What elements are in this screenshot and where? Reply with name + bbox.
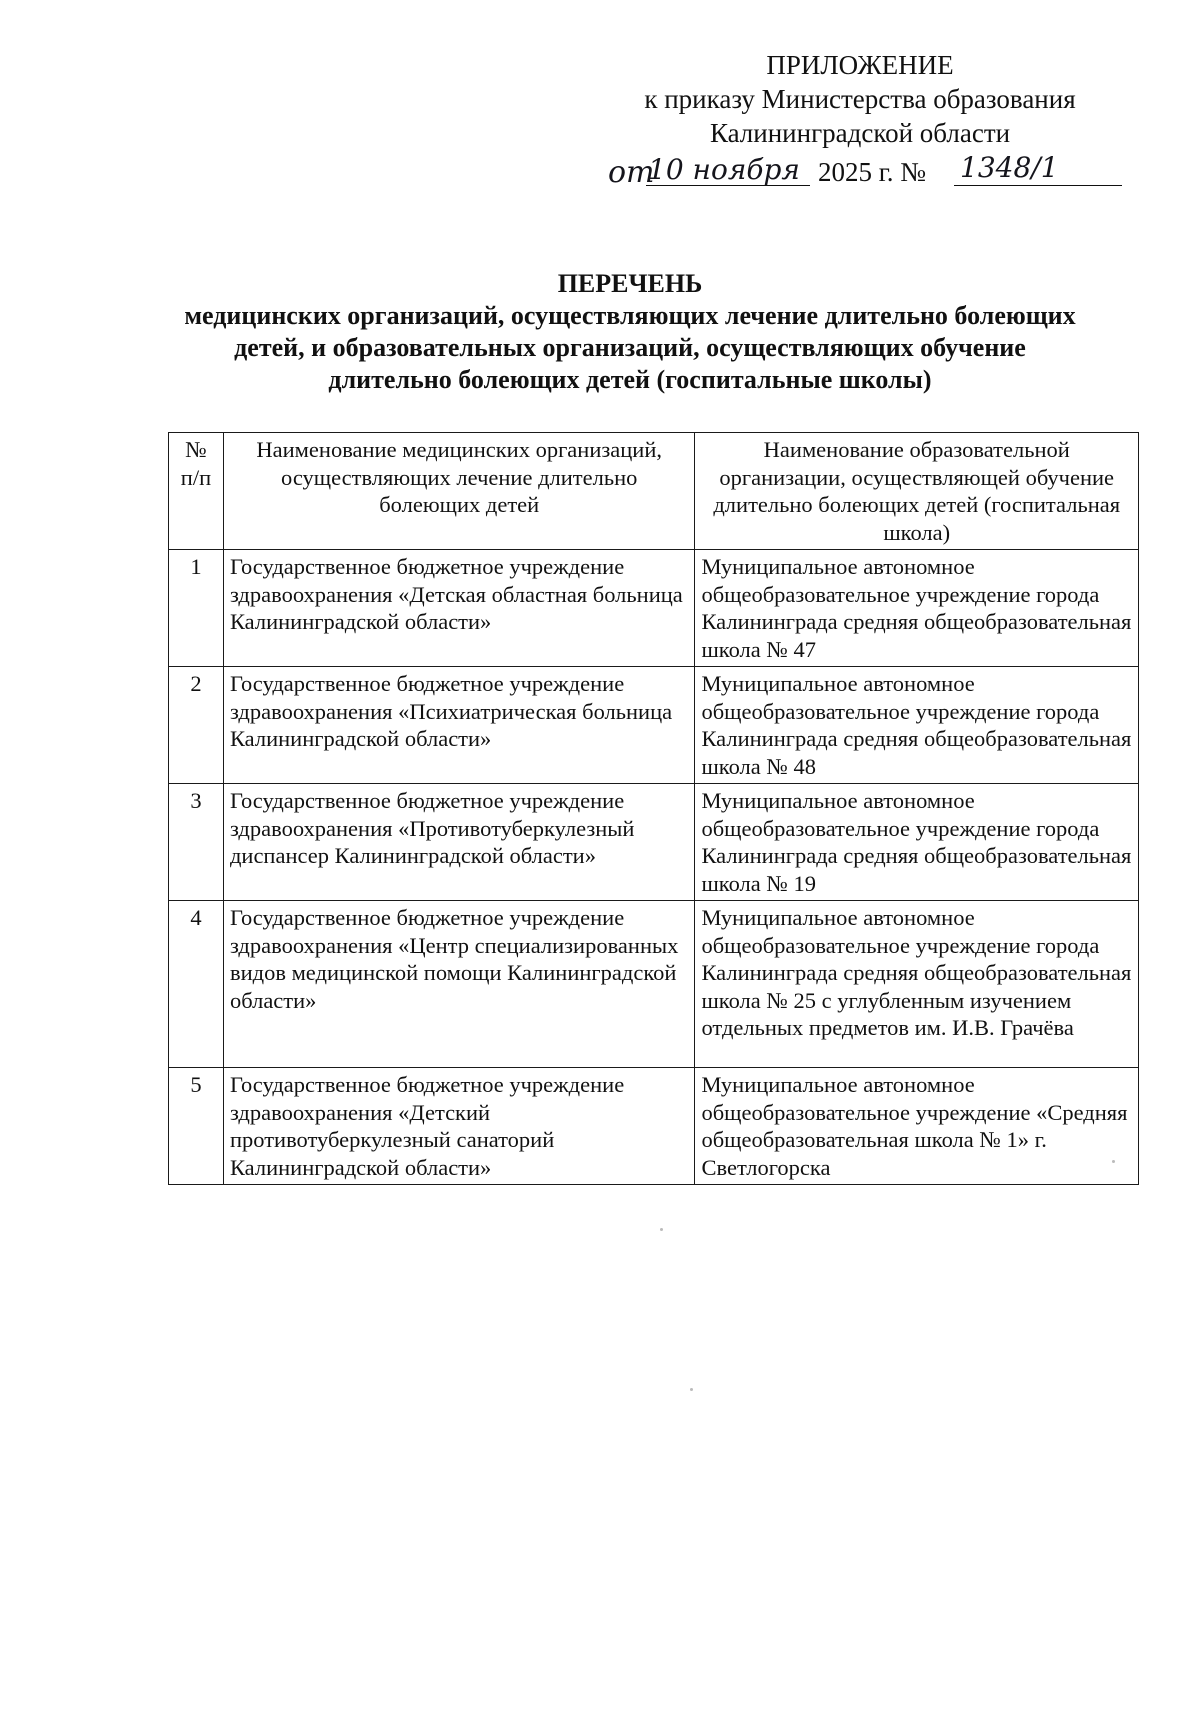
table-row: [169, 667, 1139, 784]
handwritten-prefix: от: [608, 155, 655, 190]
row-number: 1: [169, 550, 224, 667]
row-medical-organization: Государственное бюджетное учреждение здравоохранения «Центр специализированных видов медицинской помощи Калининградской области»: [223, 901, 695, 1068]
heading-line-2: детей, и образовательных организаций, осуществляющих обучение: [234, 333, 1026, 362]
date-underline: [646, 185, 810, 186]
heading-line-3: длительно болеющих детей (госпитальные школы): [328, 365, 932, 394]
header-school: Наименование образовательной организации, осуществляющей обучение длительно болеющих детей (госпитальная школа): [695, 433, 1139, 550]
table-row: [169, 784, 1139, 901]
scan-speck: [690, 1388, 693, 1391]
row-school: Муниципальное автономное общеобразовательное учреждение города Калининграда средняя общеобразовательная школа № 47: [695, 550, 1139, 667]
row-number: 2: [169, 667, 224, 784]
table-row: [169, 1068, 1139, 1185]
heading-title: ПЕРЕЧЕНЬ: [557, 269, 703, 298]
order-date-number-line: [608, 151, 1128, 199]
table-header-row: [169, 433, 1139, 550]
appendix-block: [600, 48, 1120, 150]
organizations-table: [168, 432, 1139, 1185]
document-heading: [130, 268, 1130, 396]
row-medical-organization: Государственное бюджетное учреждение здравоохранения «Психиатрическая больница Калининградской области»: [223, 667, 695, 784]
header-medical-organizations: Наименование медицинских организаций, осуществляющих лечение длительно болеющих детей: [223, 433, 695, 550]
table-row: [169, 901, 1139, 1068]
row-number: 3: [169, 784, 224, 901]
header-number: № п/п: [169, 433, 224, 550]
scan-speck: [660, 1228, 663, 1231]
row-school: Муниципальное автономное общеобразовательное учреждение «Средняя общеобразовательная школа № 1» г. Светлогорска: [695, 1068, 1139, 1185]
appendix-order-reference: к приказу Министерства образования: [644, 84, 1076, 114]
number-underline: [954, 185, 1122, 186]
handwritten-date: 10 ноября: [648, 153, 800, 186]
row-school: Муниципальное автономное общеобразовательное учреждение города Калининграда средняя общеобразовательная школа № 19: [695, 784, 1139, 901]
row-medical-organization: Государственное бюджетное учреждение здравоохранения «Противотуберкулезный диспансер Калининградской области»: [223, 784, 695, 901]
handwritten-order-number: 1348/1: [960, 151, 1059, 184]
row-school: Муниципальное автономное общеобразовательное учреждение города Калининграда средняя общеобразовательная школа № 48: [695, 667, 1139, 784]
row-number: 5: [169, 1068, 224, 1185]
row-medical-organization: Государственное бюджетное учреждение здравоохранения «Детский противотуберкулезный санаторий Калининградской области»: [223, 1068, 695, 1185]
order-year-label: 2025 г. №: [818, 157, 927, 187]
table-row: [169, 550, 1139, 667]
row-school: Муниципальное автономное общеобразовательное учреждение города Калининграда средняя общеобразовательная школа № 25 с углубленным изучением отдельных предметов им. И.В. Грачёва: [695, 901, 1139, 1068]
appendix-title: ПРИЛОЖЕНИЕ: [766, 50, 954, 80]
row-number: 4: [169, 901, 224, 1068]
heading-line-1: медицинских организаций, осуществляющих лечение длительно болеющих: [184, 301, 1076, 330]
appendix-region: Калининградской области: [709, 118, 1011, 148]
scan-speck: [1112, 1160, 1115, 1163]
row-medical-organization: Государственное бюджетное учреждение здравоохранения «Детская областная больница Калининградской области»: [223, 550, 695, 667]
